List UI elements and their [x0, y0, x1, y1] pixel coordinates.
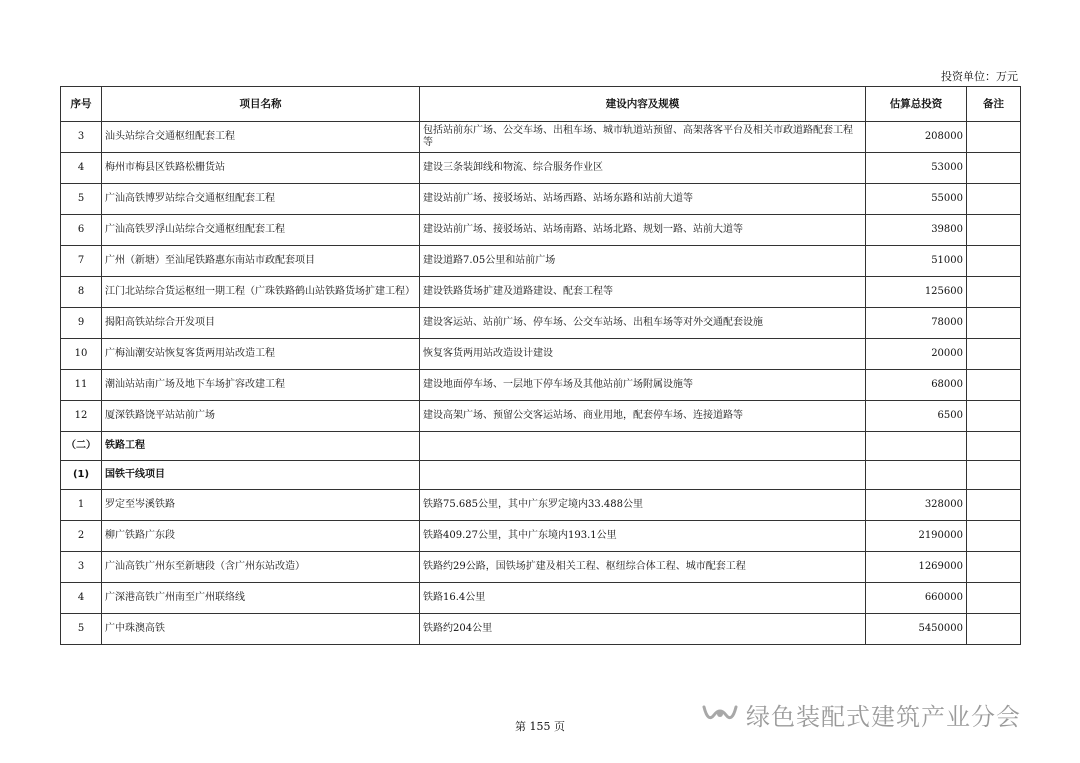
cell-content: 铁路约204公里	[420, 614, 866, 645]
cell-name: 罗定至岑溪铁路	[102, 490, 420, 521]
cell-content: 建设站前广场、接驳场站、站场西路、站场东路和站前大道等	[420, 184, 866, 215]
cell-remark	[967, 246, 1021, 277]
header-amount: 估算总投资	[866, 87, 967, 122]
table-row	[61, 583, 1021, 614]
cell-remark	[967, 370, 1021, 401]
cell-name: 广汕高铁博罗站综合交通枢纽配套工程	[102, 184, 420, 215]
header-content: 建设内容及规模	[420, 87, 866, 122]
cell-remark	[967, 614, 1021, 645]
cell-amount: 20000	[866, 339, 967, 370]
wechat-channel-icon	[700, 699, 740, 729]
table-row	[61, 552, 1021, 583]
cell-remark	[967, 122, 1021, 153]
subsection-no: (1)	[61, 461, 102, 490]
cell-content: 铁路409.27公里，其中广东境内193.1公里	[420, 521, 866, 552]
cell-content: 建设客运站、站前广场、停车场、公交车站场、出租车场等对外交通配套设施	[420, 308, 866, 339]
subsection-remark	[967, 461, 1021, 490]
cell-remark	[967, 339, 1021, 370]
cell-no: 3	[61, 122, 102, 153]
cell-no: 5	[61, 614, 102, 645]
subsection-title: 国铁干线项目	[102, 461, 420, 490]
section-title: 铁路工程	[102, 432, 420, 461]
cell-amount: 78000	[866, 308, 967, 339]
cell-no: 6	[61, 215, 102, 246]
cell-remark	[967, 215, 1021, 246]
cell-remark	[967, 521, 1021, 552]
cell-remark	[967, 153, 1021, 184]
subsection-row-national-rail	[61, 461, 1021, 490]
table-row	[61, 215, 1021, 246]
cell-content: 建设地面停车场、一层地下停车场及其他站前广场附属设施等	[420, 370, 866, 401]
cell-remark	[967, 308, 1021, 339]
table-row	[61, 401, 1021, 432]
cell-no: 1	[61, 490, 102, 521]
cell-no: 9	[61, 308, 102, 339]
cell-amount: 51000	[866, 246, 967, 277]
cell-amount: 39800	[866, 215, 967, 246]
cell-remark	[967, 552, 1021, 583]
subsection-amount	[866, 461, 967, 490]
cell-name: 江门北站综合货运枢纽一期工程（广珠铁路鹤山站铁路货场扩建工程）	[102, 277, 420, 308]
cell-remark	[967, 277, 1021, 308]
cell-no: 8	[61, 277, 102, 308]
cell-content: 建设站前广场、接驳场站、站场南路、站场北路、规划一路、站前大道等	[420, 215, 866, 246]
cell-remark	[967, 184, 1021, 215]
table-row	[61, 339, 1021, 370]
cell-name: 揭阳高铁站综合开发项目	[102, 308, 420, 339]
cell-content: 建设高架广场、预留公交客运站场、商业用地，配套停车场、连接道路等	[420, 401, 866, 432]
cell-amount: 208000	[866, 122, 967, 153]
cell-name: 广中珠澳高铁	[102, 614, 420, 645]
header-name: 项目名称	[102, 87, 420, 122]
cell-amount: 68000	[866, 370, 967, 401]
cell-amount: 1269000	[866, 552, 967, 583]
cell-name: 广梅汕潮安站恢复客货两用站改造工程	[102, 339, 420, 370]
table-row	[61, 184, 1021, 215]
section-amount	[866, 432, 967, 461]
cell-amount: 660000	[866, 583, 967, 614]
header-remark: 备注	[967, 87, 1021, 122]
cell-name: 广州（新塘）至汕尾铁路惠东南站市政配套项目	[102, 246, 420, 277]
table-row	[61, 490, 1021, 521]
cell-remark	[967, 490, 1021, 521]
cell-amount: 328000	[866, 490, 967, 521]
table-header-row	[61, 87, 1021, 122]
cell-content: 铁路约29公路，国铁场扩建及相关工程、枢纽综合体工程、城市配套工程	[420, 552, 866, 583]
cell-amount: 125600	[866, 277, 967, 308]
cell-no: 4	[61, 153, 102, 184]
cell-amount: 53000	[866, 153, 967, 184]
cell-name: 汕头站综合交通枢纽配套工程	[102, 122, 420, 153]
watermark	[700, 694, 1021, 734]
cell-remark	[967, 583, 1021, 614]
cell-no: 12	[61, 401, 102, 432]
cell-no: 2	[61, 521, 102, 552]
cell-content: 建设三条装卸线和物流、综合服务作业区	[420, 153, 866, 184]
cell-name: 广深港高铁广州南至广州联络线	[102, 583, 420, 614]
cell-content: 包括站前东广场、公交车场、出租车场、城市轨道站预留、高架落客平台及相关市政道路配套工程等	[420, 122, 866, 153]
page-number: 第 155 页	[515, 720, 565, 733]
table-row	[61, 614, 1021, 645]
investment-unit-label: 投资单位：万元	[941, 70, 1018, 83]
cell-no: 4	[61, 583, 102, 614]
cell-amount: 5450000	[866, 614, 967, 645]
table-row	[61, 308, 1021, 339]
cell-content: 铁路16.4公里	[420, 583, 866, 614]
cell-name: 潮汕站站南广场及地下车场扩容改建工程	[102, 370, 420, 401]
header-no: 序号	[61, 87, 102, 122]
watermark-text: 绿色装配式建筑产业分会	[746, 702, 1021, 731]
section-no: （二）	[61, 432, 102, 461]
cell-content: 建设铁路货场扩建及道路建设、配套工程等	[420, 277, 866, 308]
table-row	[61, 370, 1021, 401]
table-row	[61, 153, 1021, 184]
cell-no: 3	[61, 552, 102, 583]
section-remark	[967, 432, 1021, 461]
cell-content: 建设道路7.05公里和站前广场	[420, 246, 866, 277]
project-table	[60, 86, 1021, 645]
cell-remark	[967, 401, 1021, 432]
table-row	[61, 246, 1021, 277]
cell-name: 柳广铁路广东段	[102, 521, 420, 552]
cell-content: 恢复客货两用站改造设计建设	[420, 339, 866, 370]
cell-no: 10	[61, 339, 102, 370]
cell-content: 铁路75.685公里，其中广东罗定境内33.488公里	[420, 490, 866, 521]
cell-amount: 2190000	[866, 521, 967, 552]
cell-amount: 6500	[866, 401, 967, 432]
cell-amount: 55000	[866, 184, 967, 215]
table-row	[61, 277, 1021, 308]
cell-name: 广汕高铁罗浮山站综合交通枢纽配套工程	[102, 215, 420, 246]
table-row	[61, 521, 1021, 552]
cell-no: 5	[61, 184, 102, 215]
cell-name: 梅州市梅县区铁路松栅货站	[102, 153, 420, 184]
subsection-content	[420, 461, 866, 490]
cell-name: 厦深铁路饶平站站前广场	[102, 401, 420, 432]
cell-name: 广汕高铁广州东至新塘段（含广州东站改造）	[102, 552, 420, 583]
section-row-railway	[61, 432, 1021, 461]
table-row	[61, 122, 1021, 153]
cell-no: 7	[61, 246, 102, 277]
cell-no: 11	[61, 370, 102, 401]
section-content	[420, 432, 866, 461]
